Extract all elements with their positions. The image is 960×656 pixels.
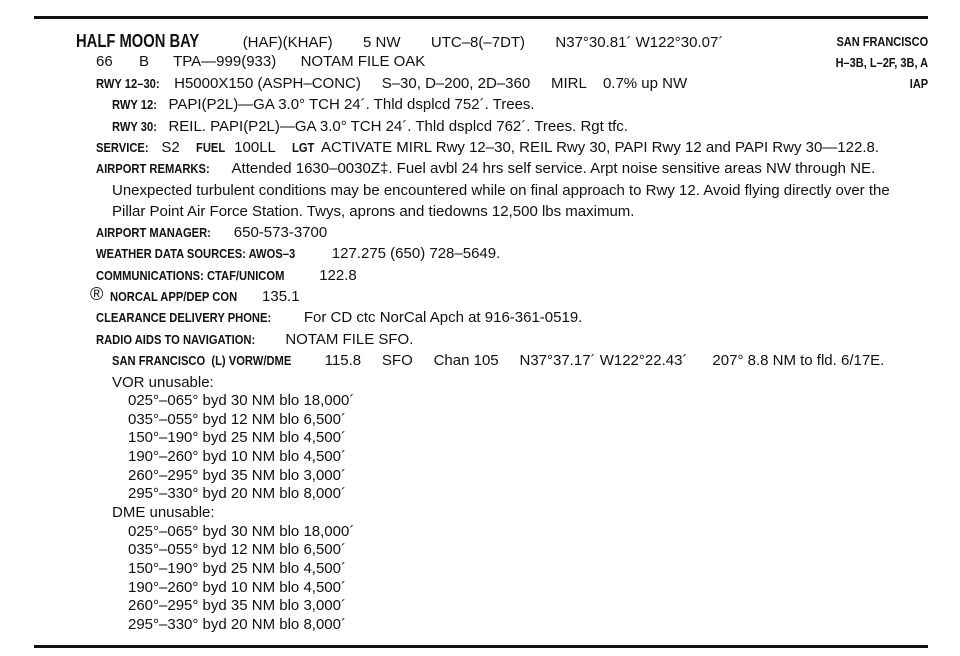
clearance-line <box>96 309 582 326</box>
airport-name: HALF MOON BAY <box>76 31 200 51</box>
manager-label: AIRPORT MANAGER: <box>96 225 211 240</box>
service-s: S2 <box>161 139 180 156</box>
lgt-label: LGT <box>291 140 315 155</box>
rwy30-text: REIL. PAPI(P2L)—GA 3.0° TCH 24´. Thld dsplcd 762´. Trees. Rgt tfc. <box>168 118 628 135</box>
notam-file: NOTAM FILE OAK <box>300 53 426 70</box>
elevation-line <box>96 53 425 70</box>
registered-symbol: ® <box>90 284 104 304</box>
navaids-notam: NOTAM FILE SFO. <box>285 331 414 348</box>
airport-utc: UTC–8(–7DT) <box>430 34 526 51</box>
runway-text: H5000X150 (ASPH–CONC) S–30, D–200, 2D–360 MIRL 0.7% up NW <box>174 75 688 92</box>
vor-heading: VOR unusable: <box>112 374 214 391</box>
region-name: SAN FRANCISCO <box>836 35 928 49</box>
dme-heading: DME unusable: <box>112 504 215 521</box>
list-item: 260°–295° byd 35 NM blo 3,000´ <box>128 467 346 484</box>
list-item: 025°–065° byd 30 NM blo 18,000´ <box>128 392 355 409</box>
station-line <box>112 352 884 369</box>
rwy30-label: RWY 30: <box>112 119 157 134</box>
tpa: TPA—999(933) <box>173 53 277 70</box>
remarks-line-2: Unexpected turbulent conditions may be encountered while on final approach to Rwy 12. Avoid flying directly over the <box>112 182 890 199</box>
runway-label: RWY 12–30: <box>96 76 160 91</box>
rwy12-line <box>112 96 535 113</box>
list-item: 260°–295° byd 35 NM blo 3,000´ <box>128 597 346 614</box>
list-item: 035°–055° byd 12 NM blo 6,500´ <box>128 541 346 558</box>
runway-line <box>96 75 687 92</box>
top-rule <box>34 16 928 19</box>
remarks-line-1 <box>96 160 875 177</box>
weather-label: WEATHER DATA SOURCES: AWOS–3 <box>96 246 296 261</box>
list-item: 295°–330° byd 20 NM blo 8,000´ <box>128 616 346 633</box>
navaids-label: RADIO AIDS TO NAVIGATION: <box>96 332 256 347</box>
weather-line <box>96 245 500 262</box>
clearance-value: For CD ctc NorCal Apch at 916-361-0519. <box>303 309 583 326</box>
elevation: 66 <box>96 53 113 70</box>
list-item: 295°–330° byd 20 NM blo 8,000´ <box>128 485 346 502</box>
manager-line <box>96 224 327 241</box>
iap-label: IAP <box>909 77 928 91</box>
rwy12-text: PAPI(P2L)—GA 3.0° TCH 24´. Thld dsplcd 752´. Trees. <box>168 96 535 113</box>
station-label: SAN FRANCISCO (L) VORW/DME <box>112 353 292 368</box>
airport-identifiers: (HAF)(KHAF) <box>242 34 333 51</box>
station-text: 115.8 SFO Chan 105 N37°37.17´ W122°22.43´ 207° 8.8 NM to fld. 6/17E. <box>324 352 885 369</box>
fuel-value: 100LL <box>234 139 276 156</box>
navaids-line <box>96 331 413 348</box>
comms-label: COMMUNICATIONS: CTAF/UNICOM <box>96 268 285 283</box>
rwy30-line <box>112 118 628 135</box>
rwy12-label: RWY 12: <box>112 97 157 112</box>
airport-header <box>76 31 723 52</box>
chart-list: H–3B, L–2F, 3B, A <box>835 56 928 70</box>
remarks-text-1: Attended 1630–0030Z‡. Fuel avbl 24 hrs self service. Arpt noise sensitive areas NW through NE. <box>231 160 876 177</box>
fuel-label: FUEL <box>196 140 226 155</box>
weather-value: 127.275 (650) 728–5649. <box>331 245 501 262</box>
approach-line <box>110 288 300 305</box>
lgt-value: ACTIVATE MIRL Rwy 12–30, REIL Rwy 30, PAPI Rwy 12 and PAPI Rwy 30—122.8. <box>321 139 880 156</box>
service-line <box>96 139 879 156</box>
list-item: 190°–260° byd 10 NM blo 4,500´ <box>128 579 346 596</box>
clearance-label: CLEARANCE DELIVERY PHONE: <box>96 310 272 325</box>
bottom-rule <box>34 645 928 648</box>
comms-line <box>96 267 357 284</box>
chart-references <box>823 32 928 95</box>
service-label: SERVICE: <box>96 140 149 155</box>
list-item: 150°–190° byd 25 NM blo 4,500´ <box>128 560 346 577</box>
remarks-line-3: Pillar Point Air Force Station. Twys, aprons and tiedowns 12,500 lbs maximum. <box>112 203 635 220</box>
approach-label: NORCAL APP/DEP CON <box>110 289 238 304</box>
airport-coords: N37°30.81´ W122°30.07´ <box>555 34 724 51</box>
approach-value: 135.1 <box>262 288 300 305</box>
fuel-class: B <box>139 53 150 70</box>
remarks-label: AIRPORT REMARKS: <box>96 161 210 176</box>
list-item: 190°–260° byd 10 NM blo 4,500´ <box>128 448 346 465</box>
list-item: 025°–065° byd 30 NM blo 18,000´ <box>128 523 355 540</box>
manager-value: 650-573-3700 <box>233 224 328 241</box>
airport-distance: 5 NW <box>363 34 401 51</box>
comms-value: 122.8 <box>319 267 357 284</box>
list-item: 150°–190° byd 25 NM blo 4,500´ <box>128 429 346 446</box>
list-item: 035°–055° byd 12 NM blo 6,500´ <box>128 411 346 428</box>
